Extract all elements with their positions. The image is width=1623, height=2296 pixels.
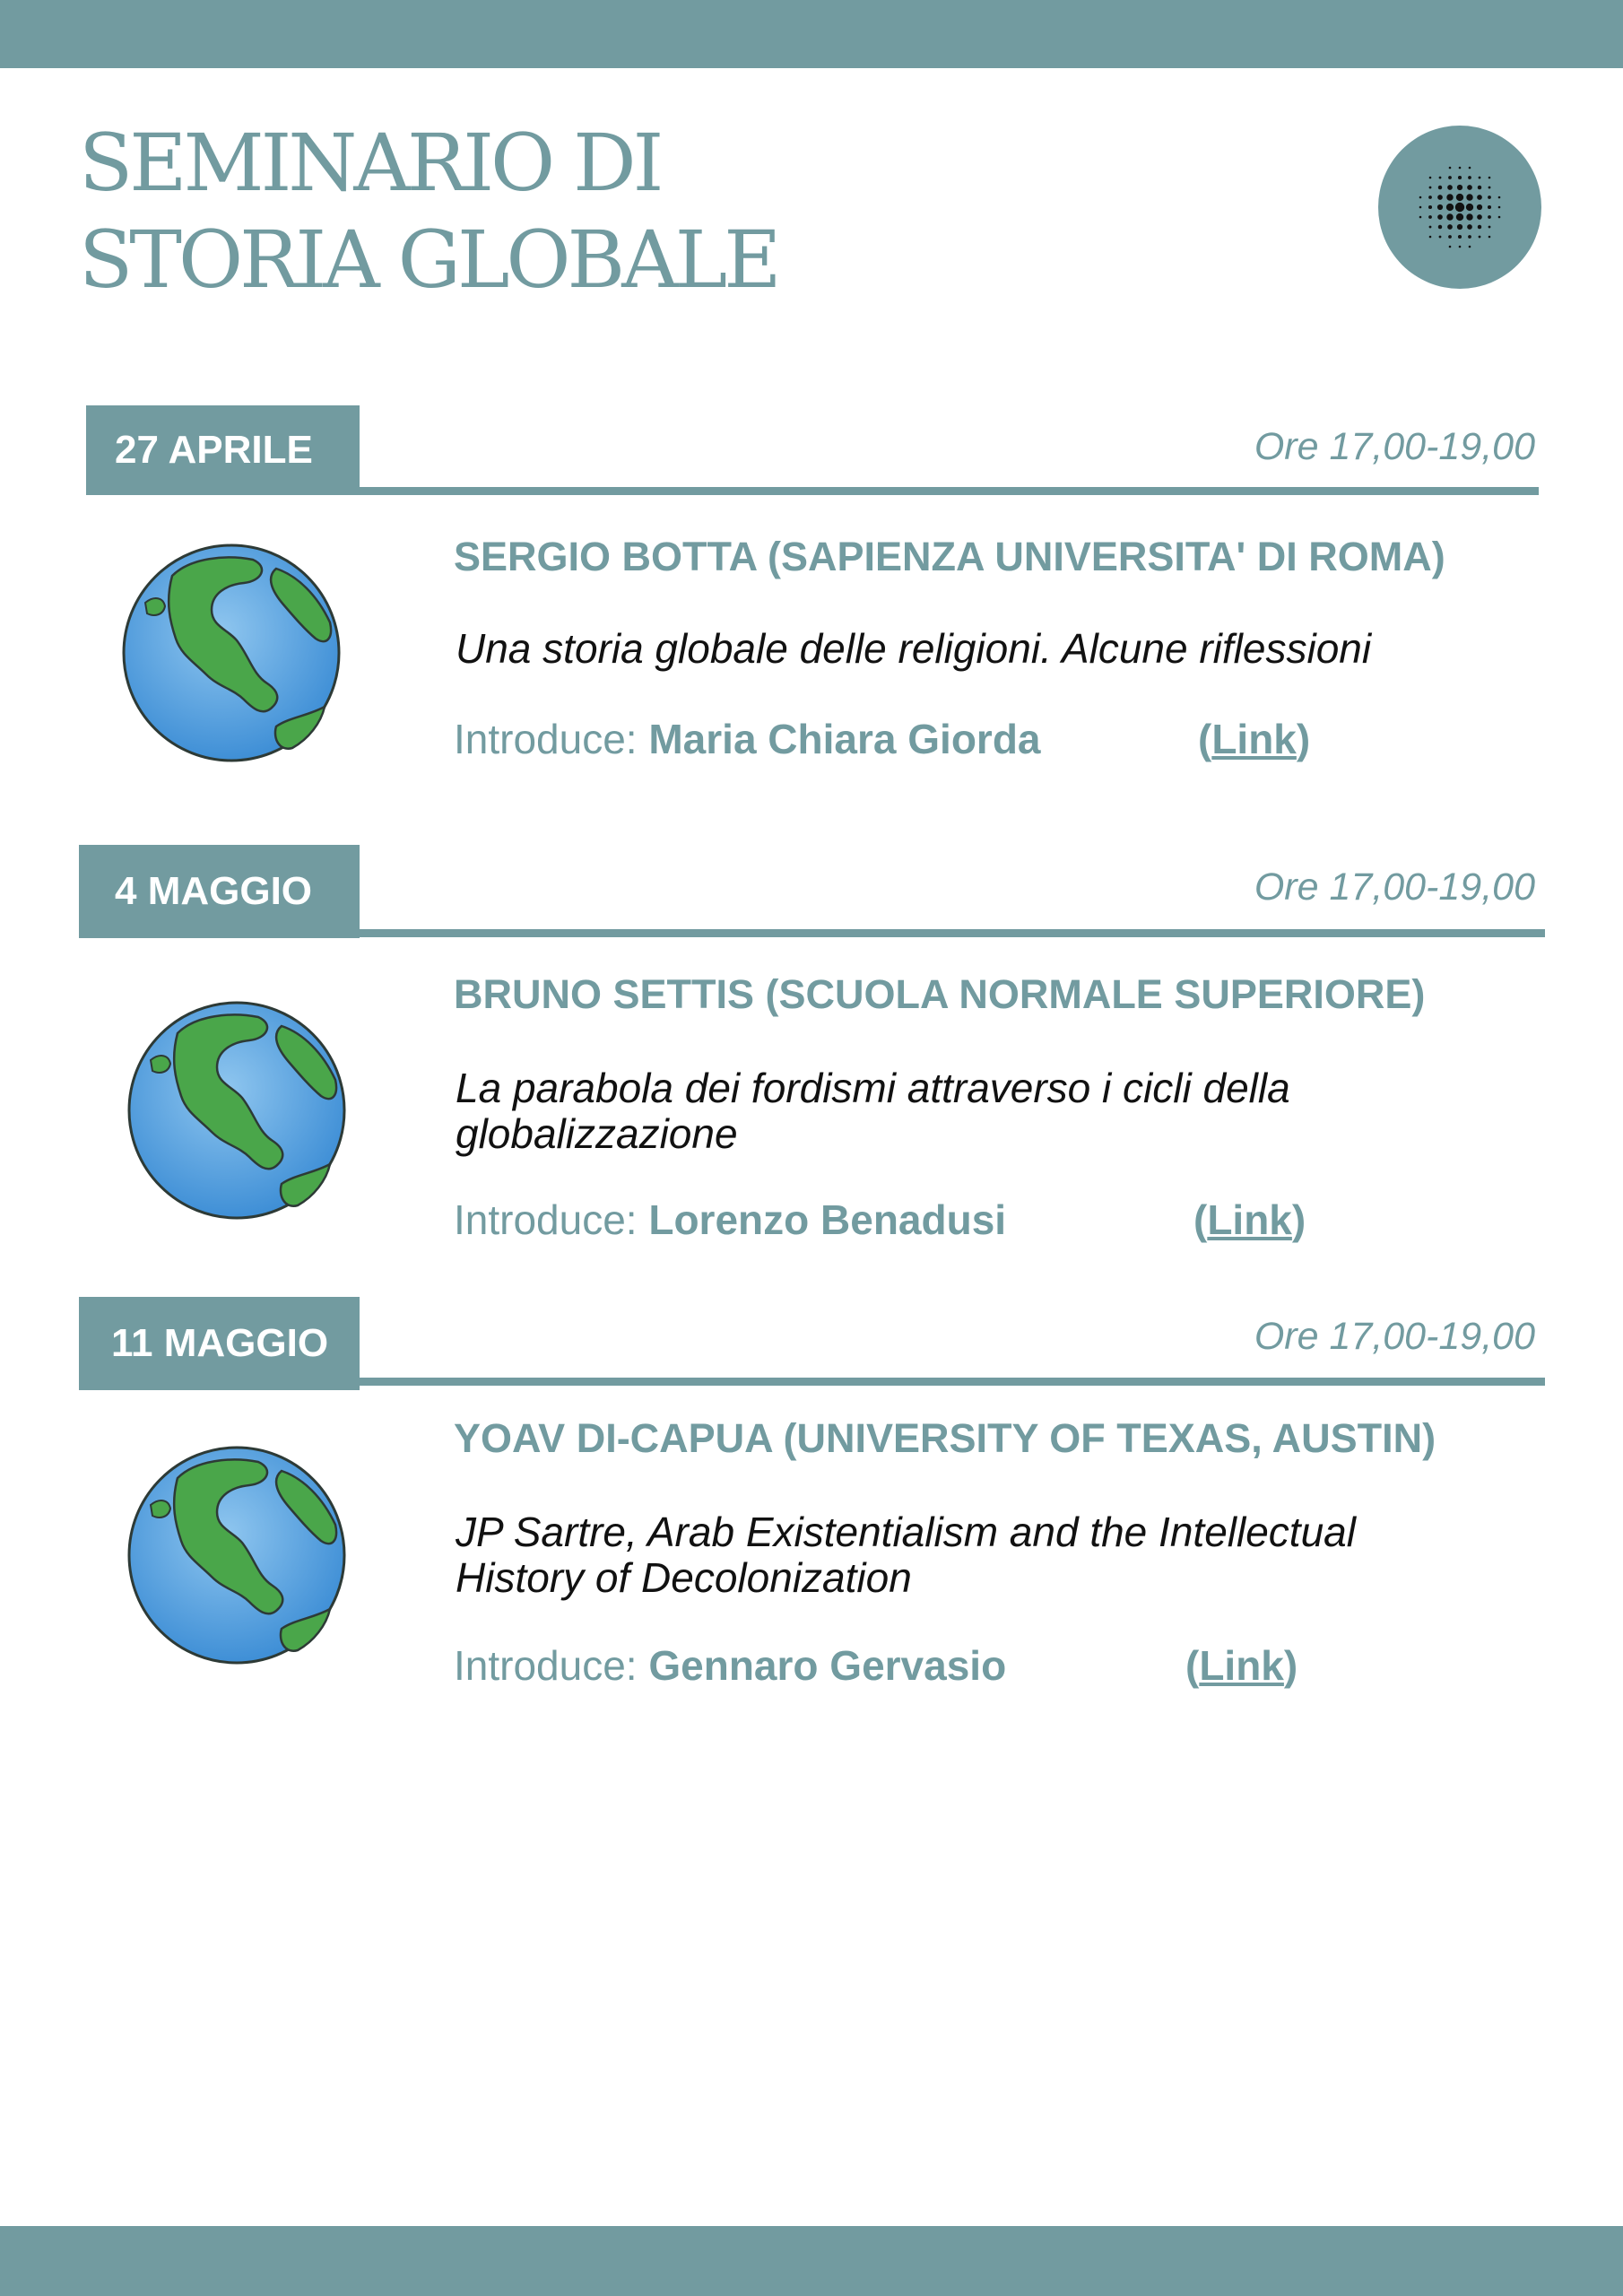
bottom-band [0,2226,1623,2296]
introducer-name: Lorenzo Benadusi [648,1196,1007,1243]
date-badge: 11 MAGGIO [79,1297,360,1390]
introducer-label: Introduce: [454,1196,638,1243]
link-group [1198,715,1310,763]
introducer-name: Maria Chiara Giorda [648,716,1041,762]
globe-icon [124,997,350,1223]
introducer-label: Introduce: [454,1642,638,1689]
introducer-name: Gennaro Gervasio [648,1642,1007,1689]
introducer [454,1641,1006,1690]
talk-title: JP Sartre, Arab Existentialism and the Intellectual History of Decolonization [456,1509,1356,1601]
talk-title: La parabola dei fordismi attraverso i cicli della globalizzazione [456,1065,1290,1157]
link-close-paren: ) [1283,1642,1298,1689]
session-divider [86,487,1539,495]
dot-burst-icon [1378,126,1541,289]
session-link[interactable]: Link [1207,1196,1292,1243]
session-time: Ore 17,00-19,00 [1254,425,1535,468]
top-band [0,0,1623,68]
introducer [454,1196,1006,1244]
link-open-paren: ( [1185,1642,1200,1689]
speaker-name: YOAV DI-CAPUA (UNIVERSITY OF TEXAS, AUSTIN) [454,1415,1436,1461]
date-badge: 27 APRILE [86,405,360,495]
link-close-paren: ) [1296,716,1311,762]
session-divider [79,1378,1545,1386]
date-badge: 4 MAGGIO [79,845,360,938]
introducer-label: Introduce: [454,716,638,762]
page-title [79,115,777,309]
session-link[interactable]: Link [1211,716,1297,762]
session-divider [79,929,1545,937]
link-open-paren: ( [1193,1196,1208,1243]
page-title-line-2: STORIA GLOBALE [79,213,778,306]
logo [1378,126,1541,289]
speaker-name: BRUNO SETTIS (SCUOLA NORMALE SUPERIORE) [454,971,1426,1017]
link-group [1193,1196,1306,1244]
talk-title: Una storia globale delle religioni. Alcune riflessioni [456,625,1372,672]
session-time: Ore 17,00-19,00 [1254,865,1535,909]
introducer [454,715,1041,763]
link-open-paren: ( [1198,716,1212,762]
session-link[interactable]: Link [1199,1642,1284,1689]
speaker-name: SERGIO BOTTA (SAPIENZA UNIVERSITA' DI ROMA) [454,534,1445,579]
page-title-line-1: SEMINARIO DI [79,117,661,209]
link-close-paren: ) [1291,1196,1306,1243]
globe-icon [118,540,344,766]
link-group [1185,1641,1298,1690]
globe-icon [124,1442,350,1668]
session-time: Ore 17,00-19,00 [1254,1315,1535,1358]
